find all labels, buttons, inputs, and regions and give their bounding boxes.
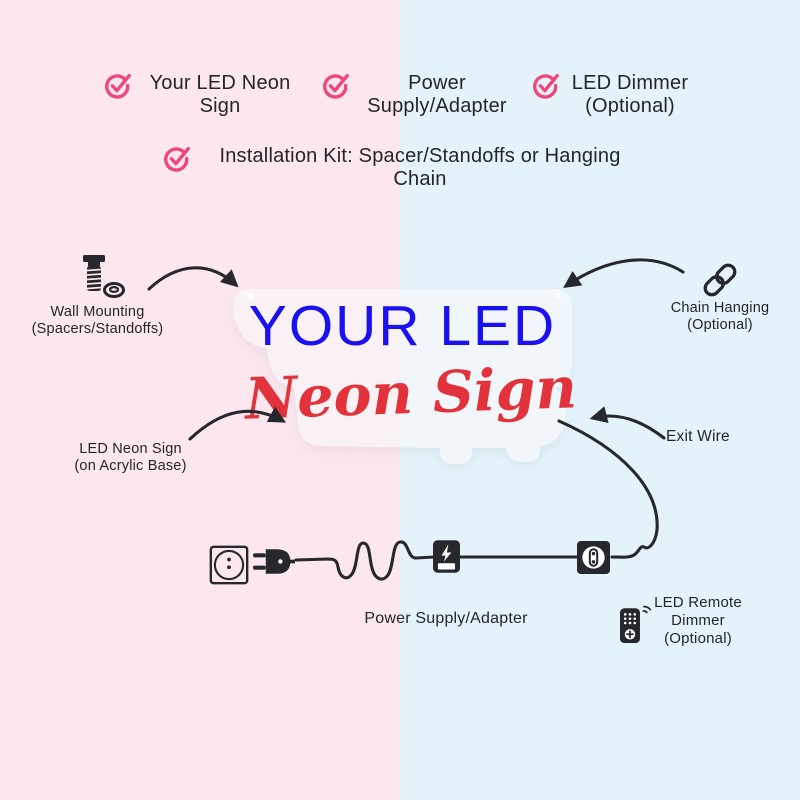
checklist-line: LED Dimmer <box>571 72 689 94</box>
check-circle-icon <box>321 70 351 100</box>
exit-wire-label: Exit Wire <box>666 428 730 445</box>
checklist-line: Chain <box>393 168 447 190</box>
checklist-item-power-supply <box>352 72 522 118</box>
check-circle-icon <box>103 70 133 100</box>
checklist-item-installation-kit <box>192 145 648 191</box>
checklist-item-led-dimmer <box>560 72 700 118</box>
chain-hanging-label <box>640 300 800 334</box>
checklist-item-your-led-neon-sign <box>136 72 304 118</box>
label-line: Chain Hanging <box>670 300 770 316</box>
label-line: (Optional) <box>687 317 753 333</box>
label-line: LED Remote <box>654 594 742 611</box>
wall-mounting-label <box>5 304 190 338</box>
checklist-line: Installation Kit: Spacer/Standoffs or Hanging <box>219 145 621 167</box>
checklist-line: Supply/Adapter <box>367 95 507 117</box>
checklist-line: Your LED Neon <box>149 72 291 94</box>
label-line: (Optional) <box>664 630 732 647</box>
power-supply-label: Power Supply/Adapter <box>364 610 528 627</box>
check-circle-icon <box>162 143 192 173</box>
checklist-line: Power <box>408 72 466 94</box>
label-line: (on Acrylic Base) <box>74 458 187 474</box>
checklist-line: Sign <box>199 95 241 117</box>
remote-dimmer-label <box>646 594 750 648</box>
sign-title-text: YOUR LED <box>248 294 557 358</box>
label-line: Wall Mounting <box>50 304 145 320</box>
power-outlet-icon <box>209 545 249 585</box>
power-adapter-icon <box>433 540 460 573</box>
label-line: (Spacers/Standoffs) <box>31 321 164 337</box>
screw-standoff-icon <box>70 253 130 303</box>
check-circle-icon <box>531 70 561 100</box>
inline-dimmer-icon <box>577 541 610 574</box>
label-line: Dimmer <box>671 612 725 629</box>
sign-subtitle-text: Neon Sign <box>243 354 578 433</box>
led-neon-sign-label <box>43 441 218 475</box>
power-plug-icon <box>253 546 295 577</box>
label-line: LED Neon Sign <box>79 441 182 457</box>
chain-link-icon <box>699 259 741 301</box>
checklist-line: (Optional) <box>585 95 675 117</box>
